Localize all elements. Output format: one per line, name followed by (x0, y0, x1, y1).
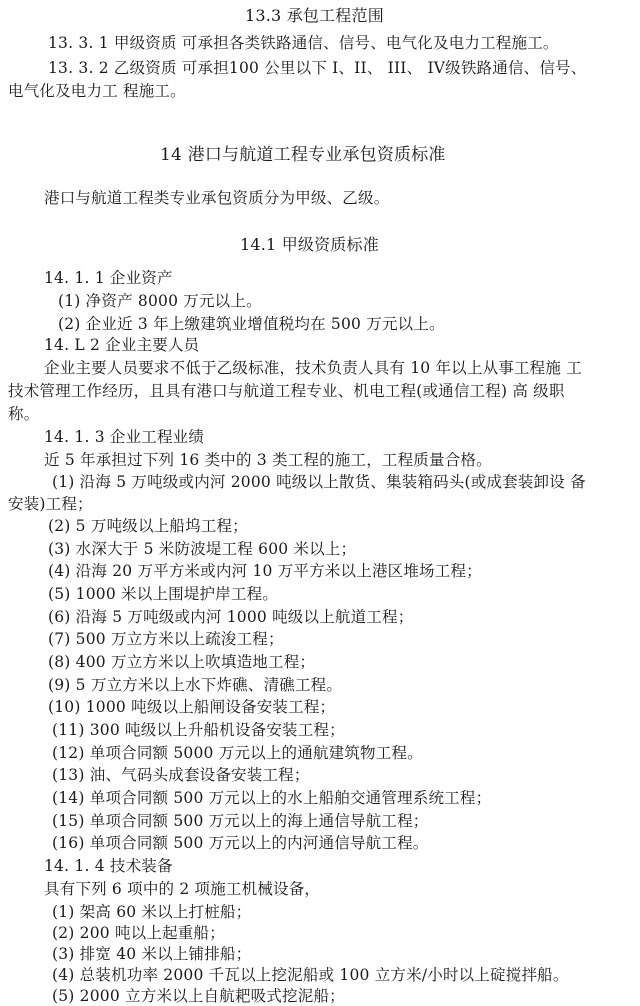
personnel-line: 称。 (8, 405, 40, 423)
equipment-item: (4) 总装机功率 2000 千瓦以上挖泥船或 100 立方米/小时以上碇搅拌船。 (52, 966, 569, 984)
performance-item: (1) 沿海 5 万吨级或内河 2000 吨级以上散货、集装箱码头(或成套装卸设 备 (52, 473, 586, 491)
performance-item: (6) 沿海 5 万吨级或内河 1000 吨级以上航道工程； (48, 608, 414, 626)
equipment-item: (3) 排宽 40 米以上铺排船； (52, 945, 252, 963)
performance-item: (7) 500 万立方米以上疏浚工程； (48, 630, 284, 648)
performance-item: (3) 水深大于 5 米防波堤工程 600 米以上； (48, 540, 357, 558)
performance-item: (4) 沿海 20 万平方米或内河 10 万平方米以上港区堆场工程； (48, 562, 482, 580)
performance-item: (8) 400 万立方米以上吹填造地工程； (48, 653, 316, 671)
performance-item: (10) 1000 吨级以上船闸设备安装工程； (48, 698, 336, 716)
equipment-intro: 具有下列 6 项中的 2 项施工机械设备， (44, 880, 321, 898)
clause-13-3-1: 13. 3. 1 甲级资质 可承担各类铁路通信、信号、电气化及电力工程施工。 (48, 34, 559, 52)
performance-item: (13) 油、气码头成套设备安装工程； (52, 766, 310, 784)
section-13-3-heading: 13.3 承包工程范围 (245, 6, 384, 25)
performance-item: (5) 1000 米以上围堤护岸工程。 (48, 585, 279, 603)
clause-14-1-3-heading: 14. 1. 3 企业工程业绩 (44, 428, 205, 446)
equipment-item: (5) 2000 立方米以上自航耙吸式挖泥船； (52, 987, 345, 1005)
section-14-title: 14 港口与航道工程专业承包资质标准 (160, 145, 446, 165)
section-14-1-heading: 14.1 甲级资质标准 (240, 235, 379, 254)
section-14-intro: 港口与航道工程类专业承包资质分为甲级、乙级。 (44, 189, 390, 207)
performance-item: (2) 5 万吨级以上船坞工程； (48, 517, 248, 535)
performance-item-cont: 安装)工程； (8, 495, 93, 513)
performance-intro: 近 5 年承担过下列 16 类中的 3 类工程的施工，工程质量合格。 (44, 451, 492, 469)
performance-item: (15) 单项合同额 500 万元以上的海上通信导航工程； (52, 812, 429, 830)
clause-13-3-2-line2: 电气化及电力工 程施工。 (8, 82, 186, 100)
performance-item: (16) 单项合同额 500 万元以上的内河通信导航工程。 (52, 834, 429, 852)
asset-item: (2) 企业近 3 年上缴建筑业增值税均在 500 万元以上。 (58, 315, 445, 333)
clause-13-3-2-line1: 13. 3. 2 乙级资质 可承担100 公里以下 I、II、 III、 IV级铁路通信、信号、 (48, 59, 587, 77)
performance-item: (14) 单项合同额 500 万元以上的水上船舶交通管理系统工程； (52, 789, 492, 807)
personnel-line: 企业主要人员要求不低于乙级标准，技术负责人具有 10 年以上从事工程施 工 (44, 359, 582, 377)
clause-14-1-2-heading: 14. L 2 企业主要人员 (44, 336, 200, 354)
asset-item: (1) 净资产 8000 万元以上。 (58, 292, 262, 310)
equipment-item: (2) 200 吨以上起重船； (52, 924, 225, 942)
clause-14-1-4-heading: 14. 1. 4 技术装备 (44, 857, 173, 875)
performance-item: (9) 5 万立方米以上水下炸礁、清礁工程。 (48, 676, 343, 694)
equipment-item: (1) 架高 60 米以上打桩船； (52, 903, 252, 921)
personnel-line: 技术管理工作经历，且具有港口与航道工程专业、机电工程(或通信工程) 高 级职 (8, 382, 565, 400)
performance-item: (11) 300 吨级以上升船机设备安装工程； (52, 721, 345, 739)
clause-14-1-1-heading: 14. 1. 1 企业资产 (44, 269, 173, 287)
performance-item: (12) 单项合同额 5000 万元以上的通航建筑物工程。 (52, 744, 423, 762)
